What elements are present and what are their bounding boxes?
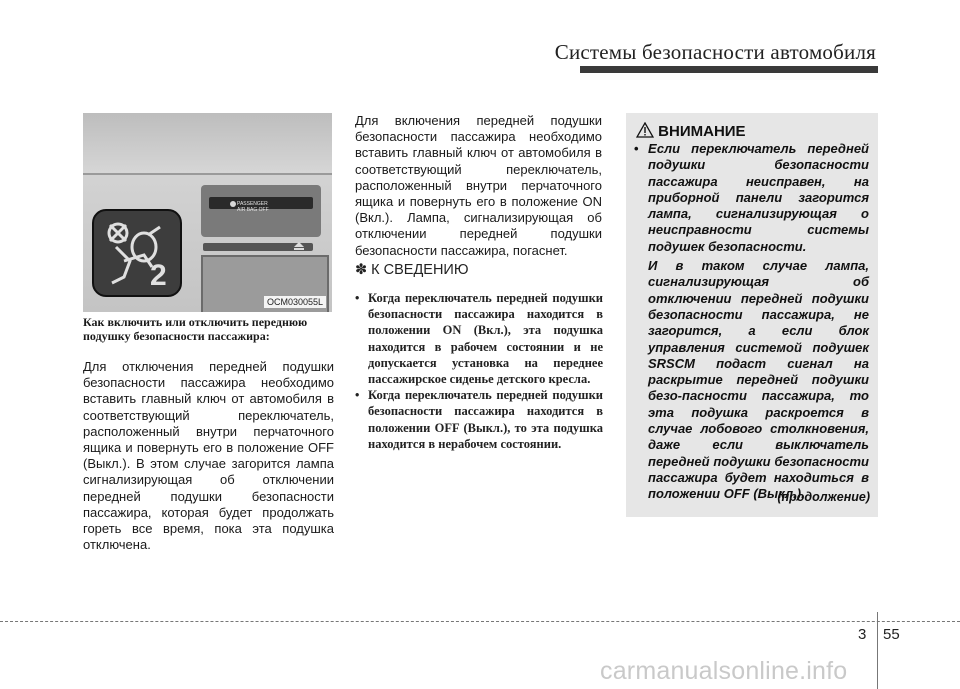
info-item-text: Когда переключатель передней подушки безопасности пассажира находится в положении OFF (Выкл.), то эта подушка находится в нерабочем состоянии. bbox=[368, 388, 603, 451]
middle-body-text: Для включения передней подушки безопасности пассажира необходимо вставить главный ключ от автомобиля в соответствующий переключатель, расположенный внутри перчаточного ящика и повернуть его в положение ON (Вкл.). Лампа, сигнализирующая об отключении передней подушки безопасности пассажира, погаснет. bbox=[355, 113, 602, 258]
watermark: carmanualsonline.info bbox=[600, 657, 848, 685]
airbag-off-indicator-badge bbox=[92, 209, 182, 297]
warning-title bbox=[636, 122, 746, 140]
passenger-airbag-off-icon bbox=[94, 211, 180, 295]
info-heading: ✽ К СВЕДЕНИЮ bbox=[355, 262, 469, 278]
label-line-2: AIR BAG OFF bbox=[237, 207, 269, 213]
warning-text bbox=[634, 141, 869, 503]
warning-paragraph-2: И в таком случае лампа, сигнализирующая об отключении передней подушки безопасности пассажира, не загорится, а если блок управления системой подушек SRSCM подаст сигнал на раскрытие передней подушки безо-пасности пассажира, то эта подушка раскроется в случае лобового столкновения, даже если выключатель передней подушки безопасности пассажира будет находиться в положении OFF (Выкл.). bbox=[648, 258, 869, 502]
info-list bbox=[355, 290, 603, 452]
page-header-title: Системы безопасности автомобиля bbox=[554, 40, 876, 64]
dashboard-top bbox=[83, 113, 332, 175]
bullet-icon: • bbox=[355, 388, 360, 403]
continued-label: (продолжение) bbox=[777, 490, 870, 504]
left-body-text: Для отключения передней подушки безопасности пассажира необходимо вставить главный ключ от автомобиля в соответствующий переключатель, расположенный внутри перчаточного ящика и повернуть его в положение OFF (Выкл.). В этом случае загорится лампа сигнализирующая об отключении передней подушки безопасности пассажира, которая будет продолжать гореть все время, пока эта подушка отключена. bbox=[83, 359, 334, 553]
footer-vertical-line bbox=[877, 612, 878, 689]
photo-caption-heading: Как включить или отключить переднюю подушку безопасности пассажира: bbox=[83, 315, 308, 343]
passenger-airbag-off-label bbox=[237, 201, 277, 213]
header-rule bbox=[580, 66, 878, 73]
bullet-icon: • bbox=[355, 291, 360, 305]
info-list-item bbox=[355, 387, 603, 452]
svg-text:2: 2 bbox=[150, 259, 167, 292]
info-list-item bbox=[355, 290, 603, 387]
warning-para-1-text: Если переключатель передней подушки безопасности пассажира неисправен, на приборной панели загорится лампа, сигнализирующая о неисправности системы подушек безопасности. bbox=[648, 141, 869, 254]
warning-paragraph-1 bbox=[634, 141, 869, 255]
label-line-1: PASSENGER bbox=[237, 201, 268, 207]
indicator-lamp-icon bbox=[229, 200, 237, 208]
eject-icon bbox=[293, 241, 305, 251]
section-number: 3 bbox=[858, 626, 867, 643]
warning-triangle-icon bbox=[636, 122, 654, 138]
airbag-switch-photo bbox=[83, 113, 332, 312]
figure-code: OCM030055L bbox=[264, 296, 326, 308]
info-item-text: Когда переключатель передней подушки безопасности пассажира находится в положении ON (Вкл.), эта подушка находится в рабочем состоянии и не допускается установка на переднее пассажирское сиденье детского кресла. bbox=[368, 291, 603, 387]
footer-dashed-line bbox=[0, 621, 960, 622]
warning-title-text: ВНИМАНИЕ bbox=[658, 123, 746, 140]
bullet-icon: • bbox=[634, 141, 639, 156]
page-number-value: 55 bbox=[883, 626, 900, 643]
